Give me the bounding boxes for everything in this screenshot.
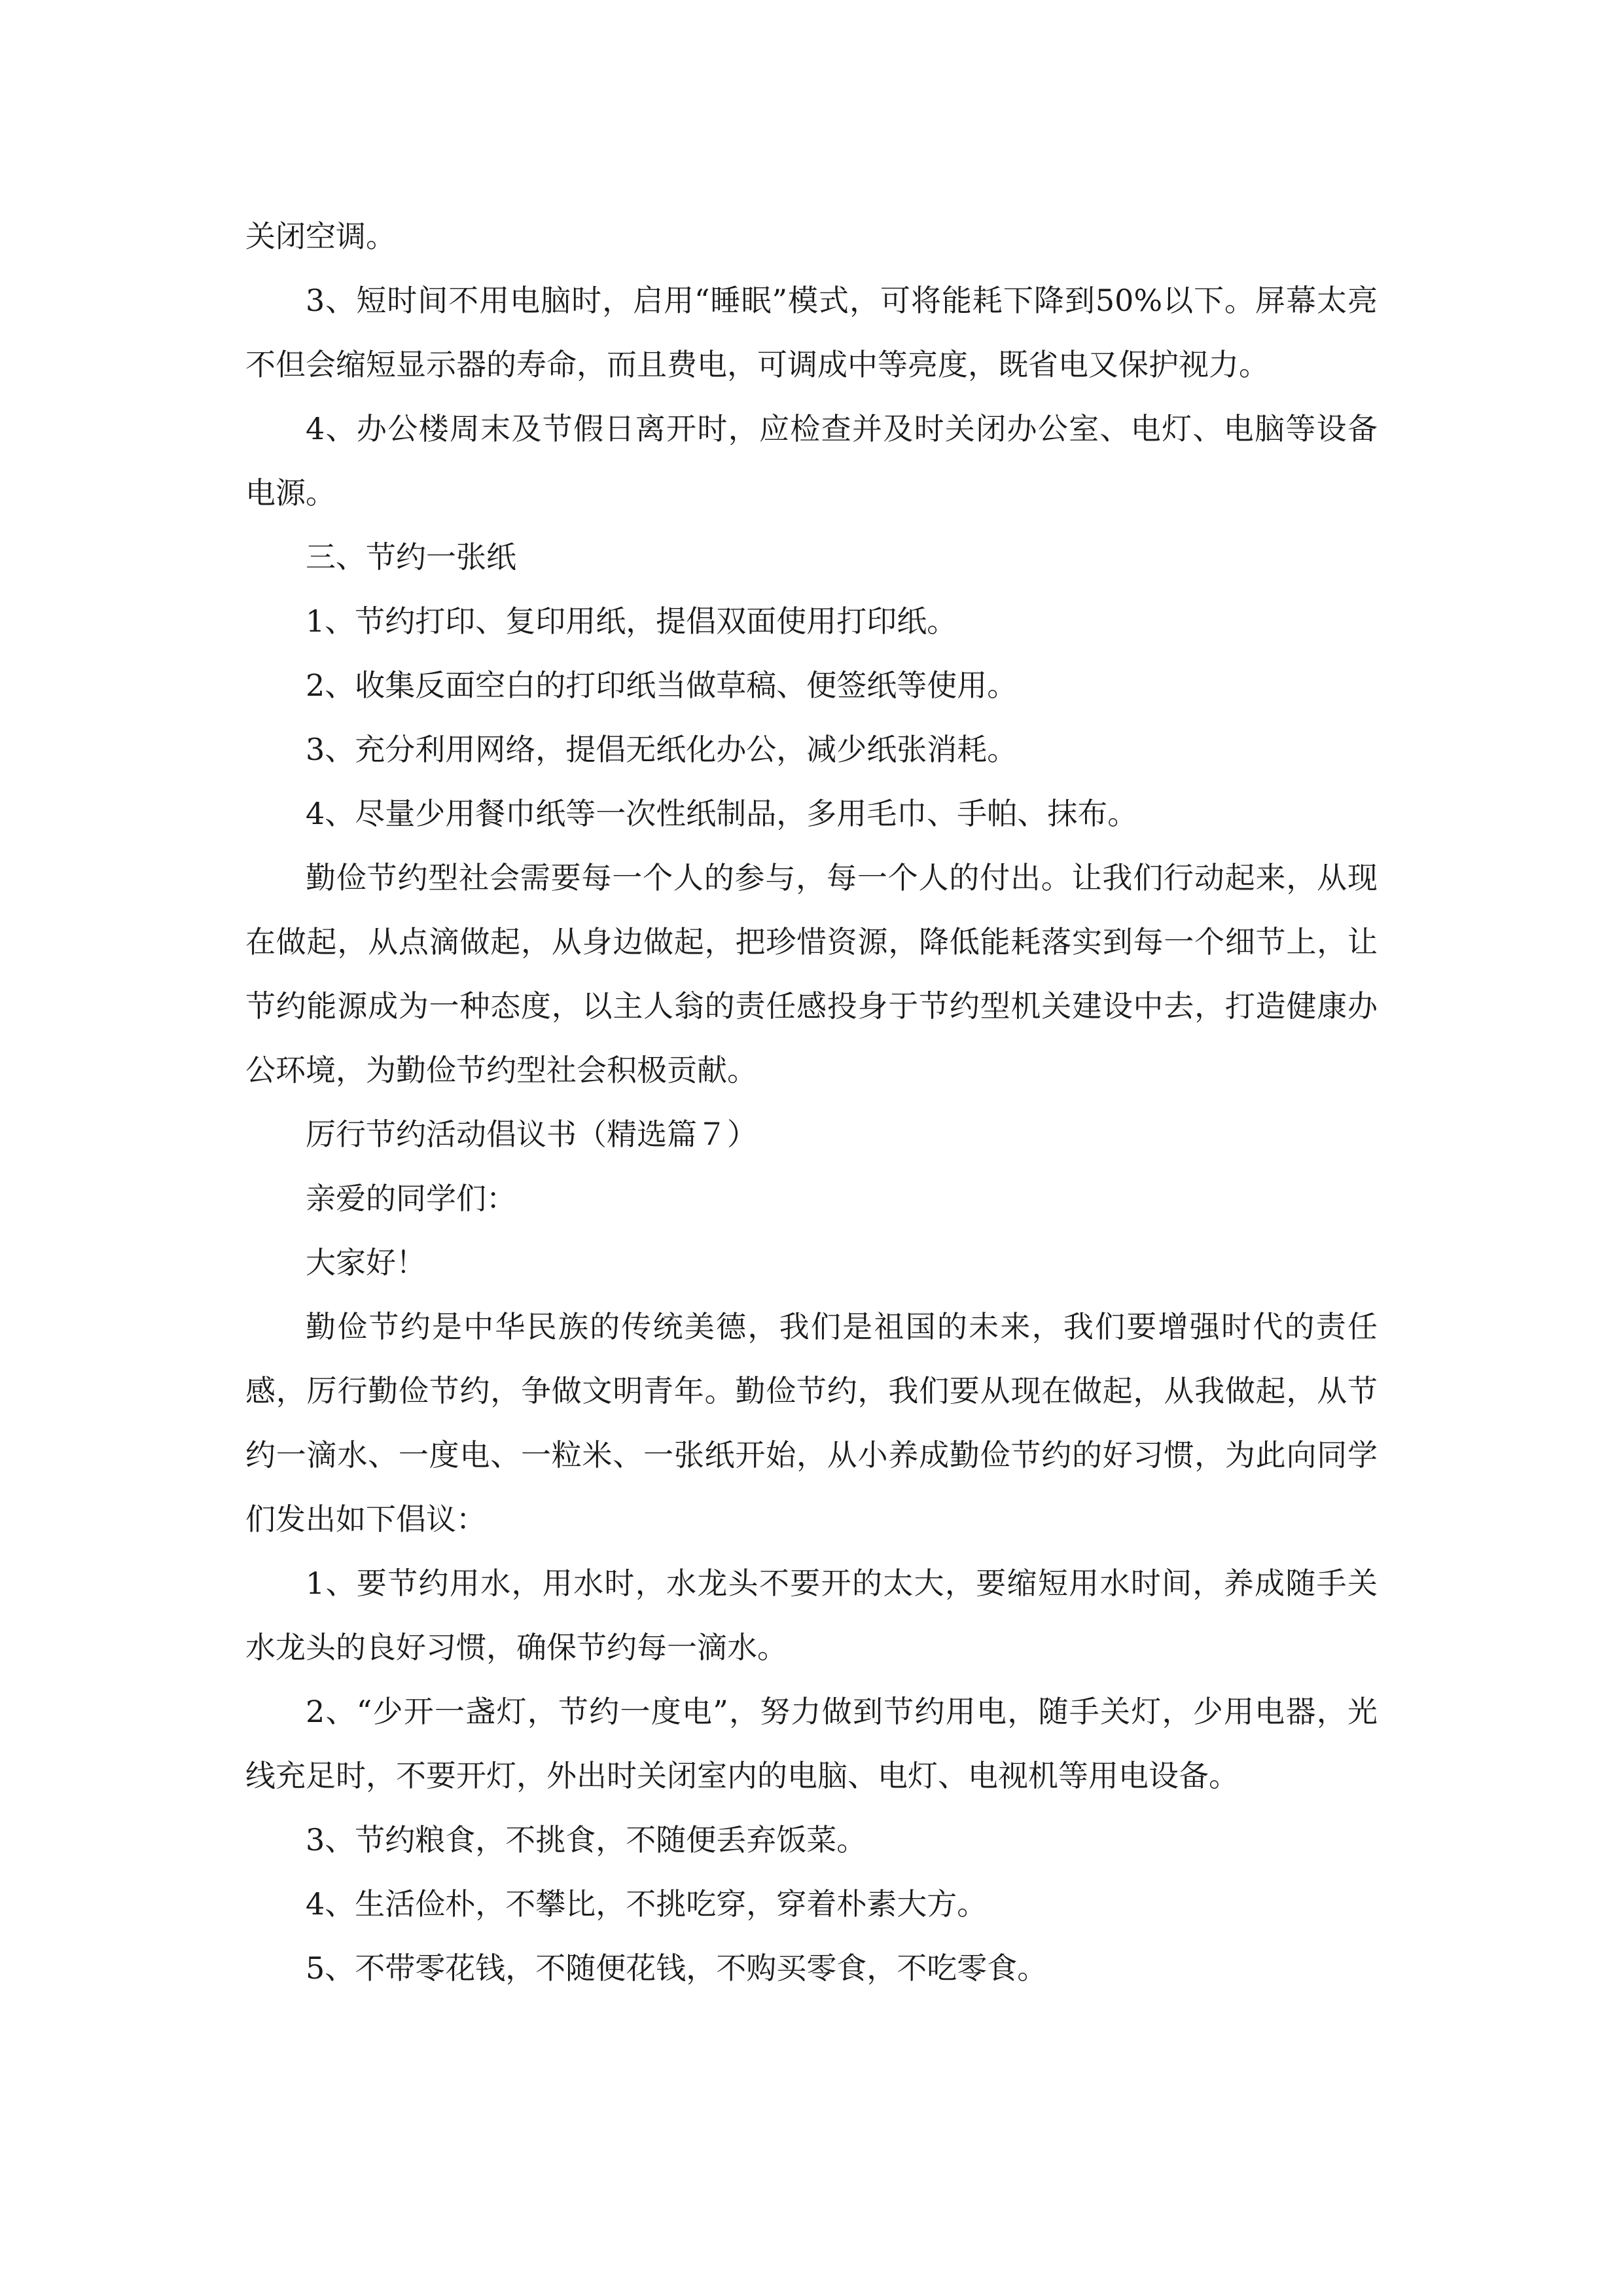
paragraph-intro: 勤俭节约是中华民族的传统美德，我们是祖国的未来，我们要增强时代的责任感，厉行勤俭节约，争做文明青年。勤俭节约，我们要从现在做起，从我做起，从节约一滴水、一度电、一粒米、一张纸开始，从小养成勤俭节约的好习惯，为此向同学们发出如下倡议： — [245, 1309, 1378, 1537]
greeting: 大家好！ — [306, 1245, 426, 1280]
document-body — [245, 204, 1378, 2000]
section-heading-save-paper: 三、节约一张纸 — [306, 539, 516, 575]
paragraph-paper-item-4: 4、尽量少用餐巾纸等一次性纸制品，多用毛巾、手帕、抹布。 — [306, 796, 1138, 831]
paragraph-proposal-3-food: 3、节约粮食，不挑食，不随便丢弃饭菜。 — [306, 1822, 867, 1857]
paragraph-item-4-office-power: 4、办公楼周末及节假日离开时，应检查并及时关闭办公室、电灯、电脑等设备电源。 — [245, 411, 1378, 511]
paragraph-proposal-2-electricity: 2、“少开一盏灯，节约一度电”，努力做到节约用电，随手关灯，少用电器，光线充足时，不要开灯，外出时关闭室内的电脑、电灯、电视机等用电设备。 — [245, 1694, 1378, 1793]
section-title-proposal-7: 厉行节约活动倡议书（精选篇７） — [306, 1117, 757, 1152]
paragraph-paper-item-3: 3、充分利用网络，提倡无纸化办公，减少纸张消耗。 — [306, 732, 1018, 767]
paragraph-closing-call: 勤俭节约型社会需要每一个人的参与，每一个人的付出。让我们行动起来，从现在做起，从点滴做起，从身边做起，把珍惜资源，降低能耗落实到每一个细节上，让节约能源成为一种态度，以主人翁的责任感投身于节约型机关建设中去，打造健康办公环境，为勤俭节约型社会积极贡献。 — [245, 860, 1378, 1088]
paragraph-paper-item-1: 1、节约打印、复印用纸，提倡双面使用打印纸。 — [306, 603, 957, 639]
paragraph-proposal-5-pocket-money: 5、不带零花钱，不随便花钱，不购买零食，不吃零食。 — [306, 1950, 1048, 1986]
paragraph-proposal-1-water: 1、要节约用水，用水时，水龙头不要开的太大，要缩短用水时间，养成随手关水龙头的良好习惯，确保节约每一滴水。 — [245, 1566, 1378, 1665]
paragraph-item-3-sleep-mode: 3、短时间不用电脑时，启用“睡眠”模式，可将能耗下降到50%以下。屏幕太亮不但会缩短显示器的寿命，而且费电，可调成中等亮度，既省电又保护视力。 — [245, 283, 1378, 382]
salutation: 亲爱的同学们： — [306, 1181, 516, 1216]
paragraph-paper-item-2: 2、收集反面空白的打印纸当做草稿、便签纸等使用。 — [306, 668, 1018, 703]
paragraph-proposal-4-frugal: 4、生活俭朴，不攀比，不挑吃穿，穿着朴素大方。 — [306, 1886, 988, 1922]
paragraph-continuation: 关闭空调。 — [245, 219, 396, 254]
